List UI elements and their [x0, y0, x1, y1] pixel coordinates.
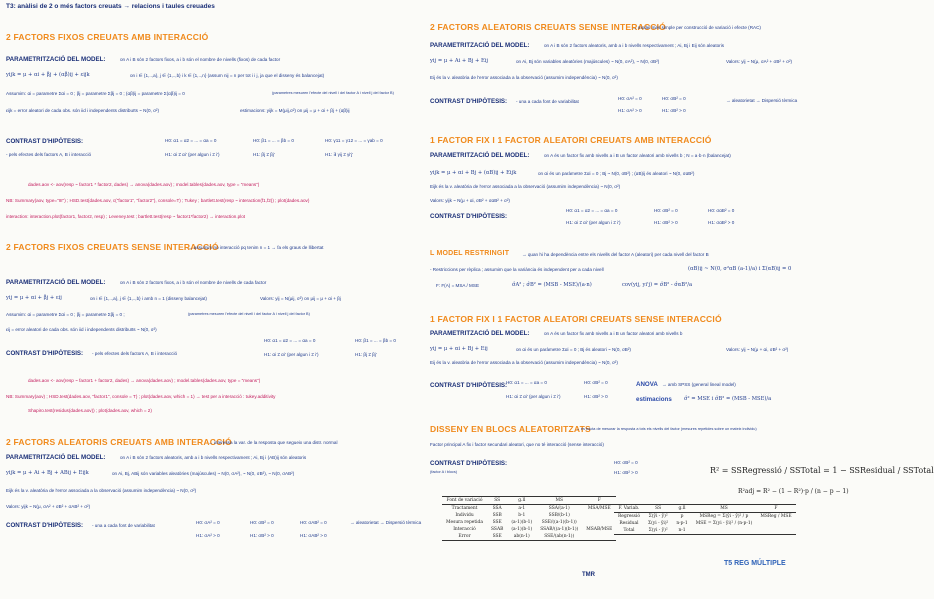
- section-heading: 1 FACTOR FIX I 1 FACTOR ALEATORI CREUATS SENSE INTERACCIÓ: [430, 314, 722, 324]
- table-cell: SSE/((a-1)(b-1)): [541, 520, 577, 525]
- table-cell: SSE: [492, 520, 502, 525]
- anova-blocks-table: [442, 496, 616, 541]
- error-term: Eij és la v. aleatòria de l'error associada a la observació (assumim independència) ~ N(0, σ²): [430, 360, 618, 365]
- table-cell: (a-1)(b-1): [511, 527, 533, 532]
- restrictions: Assumim: αi = parametre Σαi = 0 ; βj = parametre Σβj = 0 ; (αβ)ij = parametre Σ(αβ)ij = 0: [6, 91, 185, 96]
- h0-b: H0: σB² = 0: [654, 208, 678, 213]
- h0-ab: H0: γ11 = γ12 = ... = γab = 0: [325, 138, 383, 143]
- h1-b: H1: σB² > 0: [662, 108, 686, 113]
- h0-a: H0: α1 = ... = αa = 0: [506, 380, 547, 385]
- h0-a: H0: σA² = 0: [618, 96, 642, 101]
- assumptions: Assumim: αi = parametre Σαi = 0 ; βj = parametre Σβj = 0 ;: [6, 312, 125, 317]
- contrast-text: - pels efectes dels factors A, B i interacció: [92, 351, 178, 356]
- r-code: dades.aov <- aov(resp ~ factor1 * factor2, dades) → anova(dades.aov) ; model.tables(dades.aov, type = "means"): [28, 182, 260, 187]
- table-cell: Σ(yi - ŷi)²: [647, 521, 669, 526]
- equation: yij = μ + αi + βj + εij: [6, 295, 62, 301]
- table-cell: MSA/MSE: [587, 506, 611, 511]
- restricted-equation: cov(yij, yi'j) = σ̂B² - σ̂αB²/a: [622, 282, 693, 288]
- section-heading: 2 FACTORS FIXOS CREUATS AMB INTERACCIÓ: [6, 32, 209, 42]
- r2-formula: R² = SSRegressió / SSTotal = 1 − SSResidual / SSTotal: [710, 466, 934, 475]
- estimation-note: Valors: yijk ~ N(μ, σA² + σB² + σAB² + σ²): [6, 504, 91, 509]
- equation-condition: on Ai, Bj, ABij són variables aleatòries (majúscules) ~ N(0, σA²), ~ N(0, σB²), ~ N(0, σAB²): [112, 471, 295, 476]
- table-cell: Σ(ŷi - ȳ)²: [648, 514, 668, 519]
- estimation-note: estimacions: yijk = M(μij,σ²) on μij = μ + αi + βj + (αβ)ij: [240, 108, 350, 113]
- equation: yijk = μ + αi + Bj + (αB)ij + Eijk: [430, 170, 517, 176]
- h0-b: H0: β1 = ... = βb = 0: [253, 138, 294, 143]
- table-cell: p: [680, 514, 684, 519]
- assumptions-note: (parametres mesuren l'efecte del nivell i del factor A i nivell j del factor B): [188, 312, 310, 316]
- table-cell: SSAB: [491, 527, 504, 532]
- section-heading-note: → assumim no interacció pq tenim n = 1 → fa els graus de llibertat: [188, 245, 324, 250]
- equation-condition: on i ∈ {1,..,a}, j ∈ {1,..,b} i k ∈ {1,..,n} (assum nij = n per tot i i j, ja que el disseny és balancejat): [130, 73, 325, 78]
- model-text: on A és un factor fix amb nivells a i B un factor aleatori amb nivells b: [544, 331, 683, 336]
- section-heading-note: → interessa la var. de la resposta que segueix una distr. normal: [208, 440, 338, 445]
- error-term: Eijk és la v. aleatòria de l'error associada a la observació (assumim independència) ~ N(0, σ²): [6, 488, 197, 493]
- model-text: on A i B són 2 factors fixos, a i b són el nombre de nivells de cada factor: [120, 280, 267, 285]
- table-cell: ab(n-1): [507, 533, 536, 541]
- h0-a: H0: σB² = 0: [614, 460, 638, 465]
- section-heading: DISSENY EN BLOCS ALEATORITZATS: [430, 424, 591, 434]
- model-label: PARAMETRITZACIÓ DEL MODEL:: [6, 56, 106, 63]
- tmr-label: TMR: [582, 572, 595, 578]
- table-header: SS: [644, 505, 672, 513]
- table-cell: [756, 520, 795, 527]
- table-cell: SSA: [492, 506, 502, 511]
- contrast-label: CONTRAST D'HIPÒTESIS:: [430, 382, 508, 389]
- section-heading-note: → model més simple per construcció de variació i efecte (RAC): [632, 25, 761, 30]
- table-header-row: [614, 505, 796, 513]
- model-text: on A i B són 2 factors aleatoris, amb a i b nivells respectivament ; Ai, Bj i (AB)ij són aleatoris: [120, 455, 307, 460]
- r-code: NB: Summary(aov, type="III") ; HSD.test(dades.aov, c("factor1", "factor2"), console=T) ; Tukey ; bartlett.test(resp ~ interaction(f1,f2)) ; plot(dades.aov): [6, 198, 310, 203]
- h0-ab: H0: σAB² = 0: [300, 520, 327, 525]
- side-note: → aleatorietat → Dispersió tèrmica: [350, 520, 422, 525]
- contrast-label: CONTRAST D'HIPÒTESIS:: [6, 138, 84, 145]
- estimations-equation: σ̂² = MSE i σ̂B² = (MSB - MSE)/a: [684, 396, 772, 402]
- table-cell: MSReg = Σ(ŷi - ȳ)² / p: [699, 514, 749, 519]
- table-cell: SSAB/((a-1)(b-1)): [540, 527, 579, 532]
- h1-a: H1: αi ≠ αi' (per algun i ≠ i'): [506, 394, 561, 399]
- h1-b: H1: σB² > 0: [654, 220, 678, 225]
- table-cell: Mesura repetida: [446, 520, 483, 525]
- contrast-label: CONTRAST D'HIPÒTESIS:: [430, 98, 508, 105]
- table-cell: [756, 527, 795, 535]
- table-cell: MSAB/MSE: [586, 527, 613, 532]
- r-code: dades.aov <- aov(resp ~ factor1 + factor2, dades) → anova(dades.aov) ; model.tables(dades.aov, type = "means"): [28, 378, 261, 383]
- restricted-line: F: F(A) = MSA / MSE: [436, 283, 480, 288]
- error-term: Eijk és la v. aleatòria de l'error associada a la observació (assumim independència) ~ N(0, σ²): [430, 184, 621, 189]
- contrast-text: (factor A i blocs): [430, 470, 458, 474]
- section-heading: 2 FACTORS ALEATORIS CREUATS SENSE INTERACCIÓ: [430, 22, 666, 32]
- restrictions-note: (parametres mesuren l'efecte del nivell i del factor A i nivell j del factor B): [272, 91, 394, 95]
- table-cell: Σ(yi - ȳ)²: [644, 527, 672, 535]
- table-header: MS: [692, 505, 757, 513]
- model-text: on A i B són 2 factors fixos, a i b són el nombre de nivells (fixos) de cada factor: [120, 57, 281, 62]
- table-cell: SSA/(a-1): [548, 506, 570, 511]
- restricted-equation: σ̂A² ; σ̂B² = (MSB - MSE)/(a·n): [512, 282, 592, 288]
- contrast-label: CONTRAST D'HIPÒTESIS:: [430, 460, 508, 467]
- h0-a: H0: α1 = α2 = ... = αa = 0: [165, 138, 217, 143]
- equation: yijk = μ + Ai + Bj + ABij + Eijk: [6, 470, 89, 476]
- r-code: NB: Summary(aov) ; HSD.test(dades.aov, "factor1", console = T) ; plot(dades.aov, which = 1) → test per a interacció : tukey.additivity: [6, 394, 276, 399]
- table-cell: MSE = Σ(yi - ŷi)² / (n-p-1): [695, 521, 753, 526]
- section-heading-note: → es tracta de mesurar la resposta a tots els nivells del factor (mesures repetides sobre un mateix individu): [576, 427, 757, 431]
- h1-a: H1: σA² > 0: [618, 108, 642, 113]
- h1-a: H1: σB² > 0: [614, 470, 638, 475]
- model-label: PARAMETRITZACIÓ DEL MODEL:: [6, 454, 106, 461]
- regression-anova-table: [614, 504, 796, 535]
- h0-b: H0: β1 = ... = βb = 0: [355, 338, 396, 343]
- ts-regression-label: T5 REG MÚLTIPLE: [724, 560, 786, 567]
- r-code: Shapiro.test(residus(dades.aov)) ; plot(dades.aov, which = 2): [28, 408, 152, 413]
- equation-condition: on Ai, Bj són variables aleatòries (majúscules) ~ N(0, σA²), ~ N(0, σB²): [516, 59, 660, 64]
- table-row: [442, 519, 616, 526]
- table-row: [442, 505, 616, 513]
- h0-b: H0: σB² = 0: [584, 380, 608, 385]
- contrast-label: CONTRAST D'HIPÒTESIS:: [430, 213, 508, 220]
- table-cell: SSE/(ab(n-1)): [536, 533, 582, 541]
- blocks-line: Factor principal A fix i factor secundari aleatori, que no té interacció (sense interacció): [430, 442, 604, 447]
- equation: yij = μ + Ai + Bj + Eij: [430, 58, 489, 64]
- model-label: PARAMETRITZACIÓ DEL MODEL:: [430, 330, 530, 337]
- h1-a: H1: σA² > 0: [196, 533, 220, 538]
- h1-b: H1: βj ≠ βj': [253, 152, 275, 157]
- table-header: Font de variació: [442, 497, 487, 505]
- equation-condition: on αi és un paràmetre Σαi = 0 ; Bj és aleatori ~ N(0, σB²): [516, 347, 631, 352]
- table-cell: MSReg / MSE: [760, 514, 792, 519]
- table-row: [614, 520, 796, 527]
- contrast-text: - una a cada font de variabilitat: [92, 523, 155, 528]
- table-cell: Individu: [455, 513, 474, 518]
- estimations-label: estimacions: [636, 396, 672, 403]
- table-row: [614, 513, 796, 521]
- model-label: PARAMETRITZACIÓ DEL MODEL:: [430, 42, 530, 49]
- table-cell: [582, 512, 616, 519]
- table-cell: Residual: [619, 521, 639, 526]
- h0-b: H0: σB² = 0: [662, 96, 686, 101]
- estimation-note: Valors: yijk ~ N(μ + αi, σB² + σαB² + σ²): [430, 198, 510, 203]
- estimation-note: Valors: yij ~ N(μ + αi, σB² + σ²): [726, 347, 789, 352]
- h1-ab: H1: σαB² > 0: [708, 220, 735, 225]
- table-header-row: [442, 497, 616, 505]
- model-label: PARAMETRITZACIÓ DEL MODEL:: [6, 279, 106, 286]
- h1-b: H1: σB² > 0: [584, 394, 608, 399]
- table-cell: Interacció: [453, 527, 476, 532]
- error-term: Eij és la v. aleatòria de l'error associada a la observació (assumim independència) ~ N(0, σ²): [430, 75, 618, 80]
- equation-condition: on αi és un paràmetre Σαi = 0 ; Bj ~ N(0, σB²) ; (αB)ij és aleatori ~ N(0, σαB²): [538, 171, 695, 176]
- model-text: on A és un factor fix amb nivells a i B un factor aleatori amb nivells b ; N = a·b·n (balancejat): [544, 153, 731, 158]
- table-cell: (a-1)(b-1): [511, 520, 533, 525]
- model-label: PARAMETRITZACIÓ DEL MODEL:: [430, 152, 530, 159]
- table-cell: SSE: [487, 533, 507, 541]
- table-cell: n-1: [672, 527, 691, 535]
- table-header: SS: [487, 497, 507, 505]
- equation: yijk = μ + αi + βj + (αβ)ij + εijk: [6, 72, 90, 78]
- error-term: εijk = error aleatori de cada obs. són iid i independents distribuïts ~ N(0, σ²): [6, 108, 159, 113]
- h0-ab: H0: σαB² = 0: [708, 208, 735, 213]
- table-header: F: [582, 497, 616, 505]
- table-header: g.ll: [507, 497, 536, 505]
- table-row: [442, 512, 616, 519]
- h0-b: H0: σB² = 0: [250, 520, 274, 525]
- table-cell: Regressió: [618, 514, 640, 519]
- table-cell: Error: [442, 533, 487, 541]
- table-cell: Total: [614, 527, 644, 535]
- restricted-line: - Restriccions per rèplica ; assumim que la variància és independent per a cada nivell: [430, 267, 604, 272]
- table-row: [442, 526, 616, 533]
- h0-a: H0: α1 = α2 = ... = αa = 0: [566, 208, 618, 213]
- side-note: → aleatorietat → Dispersió tèrmica: [726, 98, 798, 103]
- table-header: g.ll: [672, 505, 691, 513]
- section-heading: L MODEL RESTRINGIT: [430, 250, 510, 257]
- contrast-label: CONTRAST D'HIPÒTESIS:: [6, 350, 84, 357]
- h1-b: H1: σB² > 0: [250, 533, 274, 538]
- table-cell: a-1: [518, 506, 526, 511]
- table-cell: SSB: [492, 513, 502, 518]
- r2-adjusted-formula: R²adj = R² − (1 − R²)·p / (n − p − 1): [738, 488, 849, 495]
- h1-ab: H1: σAB² > 0: [300, 533, 327, 538]
- table-header: F: [756, 505, 795, 513]
- h1-b: H1: βj ≠ βj': [355, 352, 377, 357]
- table-cell: Tractament: [451, 506, 478, 511]
- h0-a: H0: α1 = α2 = ... = αa = 0: [264, 338, 316, 343]
- equation: yij = μ + αi + Bj + Eij: [430, 346, 488, 352]
- contrast-text: - una a cada font de variabilitat: [516, 99, 579, 104]
- equation-condition: on i ∈ {1,..,a}, j ∈ {1,..,b} i amb n = 1 (disseny balancejat): [90, 296, 207, 301]
- section-heading: 2 FACTORS FIXOS CREUATS SENSE INTERACCIÓ: [6, 242, 219, 252]
- h0-a: H0: σA² = 0: [196, 520, 220, 525]
- h1-a: H1: αi ≠ αi' (per algun i ≠ i'): [566, 220, 621, 225]
- table-header: F. Variab.: [614, 505, 644, 513]
- table-cell: SSB/(b-1): [548, 513, 570, 518]
- section-heading: 1 FACTOR FIX I 1 FACTOR ALEATORI CREUATS AMB INTERACCIÓ: [430, 135, 712, 145]
- table-cell: n-p-1: [676, 521, 688, 526]
- h1-ab: H1: ∃ γij ≠ γi'j': [325, 152, 354, 157]
- table-cell: [582, 533, 616, 541]
- table-cell: b-1: [518, 513, 526, 518]
- page-title: T3: anàlisi de 2 o més factors creuats → relacions i taules creuades: [6, 3, 215, 10]
- table-row: [442, 533, 616, 541]
- restricted-equation: (αB)ij ~ N(0, σ²αB (a-1)/a) i Σ(αB)ij = 0: [688, 266, 792, 272]
- anova-label: ANOVA: [636, 381, 658, 388]
- table-row: [614, 527, 796, 535]
- contrast-label: CONTRAST D'HIPÒTESIS:: [6, 522, 84, 529]
- r-code: interaction: interaction.plot(factor1, factor2, resp) ; Leveney.test ; bartlett.test(resp ~ factor1*factor2) → interaction.plot: [6, 214, 246, 219]
- model-text: on A i B són 2 factors aleatoris, amb a i b nivells respectivament ; Ai, Bj i Eij són aleatoris: [544, 43, 725, 48]
- error-term: εij = error aleatori de cada obs. són iid i independents distribuïts ~ N(0, σ²): [6, 327, 157, 332]
- anova-text: → amb SPSS (general lineal model): [662, 382, 736, 387]
- section-heading: 2 FACTORS ALEATORIS CREUATS AMB INTERACCIÓ: [6, 437, 232, 447]
- estimation-note: Valors: yij = N(μij, σ²) on μij = μ + αi + βj: [260, 296, 341, 301]
- table-cell: [692, 527, 757, 535]
- table-header: MS: [536, 497, 582, 505]
- estimation-note: Valors: yij ~ N(μ, σA² + σB² + σ²): [726, 59, 793, 64]
- h1-a: H1: αi ≠ αi' (per algun i ≠ i'): [264, 352, 319, 357]
- section-heading-note: → quan hi ha dependència entre els nivells del factor A (aleatori) per cada nivell del factor B: [522, 252, 709, 257]
- right-column: [426, 0, 934, 599]
- left-column: [0, 0, 420, 599]
- contrast-text: - pels efectes dels factors A, B i interacció: [6, 152, 92, 157]
- table-cell: [582, 519, 616, 526]
- h1-a: H1: αi ≠ αi' (per algun i ≠ i'): [165, 152, 220, 157]
